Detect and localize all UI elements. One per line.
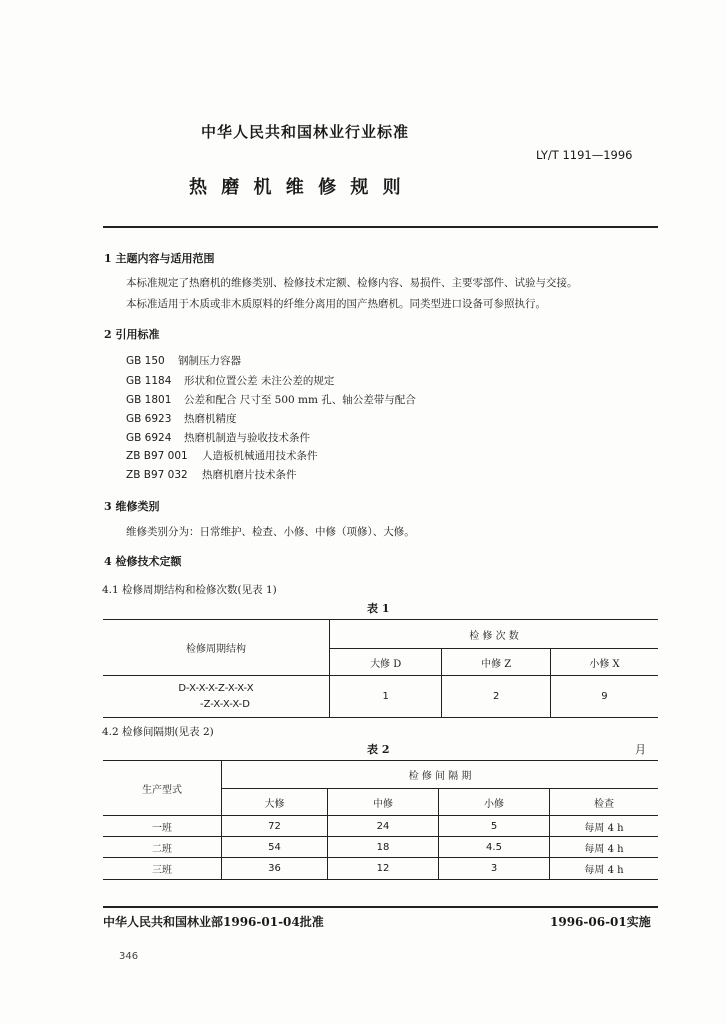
table-2-row-label: 三班 <box>103 858 222 880</box>
effective-date: 1996-06-01实施 <box>550 915 651 929</box>
header-rule <box>103 226 658 228</box>
table-2-cell: 12 <box>328 858 439 880</box>
table-2-cell: 5 <box>439 816 550 837</box>
document-title: 热 磨 机 维 修 规 则 <box>189 177 401 198</box>
table-row <box>103 676 658 718</box>
table-2-col-header: 小修 <box>439 789 550 816</box>
table-2 <box>103 760 658 880</box>
table-2-group-header: 检 修 间 隔 期 <box>222 761 659 789</box>
table-2-cell: 3 <box>439 858 550 880</box>
table-1-col-header-structure: 检修周期结构 <box>103 620 330 676</box>
table-2-col-header: 检查 <box>550 789 659 816</box>
table-row <box>103 858 658 880</box>
table-1-cycle-cell: D-X-X-X-Z-X-X-X -Z-X-X-X-D <box>103 676 330 718</box>
table-row <box>103 837 658 858</box>
table-2-cell: 每周 4 h <box>550 837 659 858</box>
page-number: 346 <box>119 951 139 962</box>
table-1-cell: 1 <box>330 676 442 718</box>
table-2-row-label: 一班 <box>103 816 222 837</box>
section-1-paragraph-1: 本标准规定了热磨机的维修类别、检修技术定额、检修内容、易损件、主要零部件、试验与交接。 <box>126 277 578 289</box>
table-2-row-label: 二班 <box>103 837 222 858</box>
org-title: 中华人民共和国林业行业标准 <box>201 123 410 141</box>
table-2-cell: 24 <box>328 816 439 837</box>
standard-code: LY/T 1191—1996 <box>536 148 633 162</box>
table-2-col-header: 大修 <box>222 789 328 816</box>
table-2-col-header: 中修 <box>328 789 439 816</box>
footer-rule <box>103 906 658 908</box>
reference-item: ZB B97 001 人造板机械通用技术条件 <box>126 450 318 462</box>
table-1-group-header: 检 修 次 数 <box>330 620 659 649</box>
table-2-cell: 4.5 <box>439 837 550 858</box>
table-2-caption: 表 2 <box>367 743 390 756</box>
table-1-col-header-x: 小修 X <box>550 649 658 676</box>
section-2-heading: 2 引用标准 <box>104 328 160 341</box>
table-row <box>103 816 658 837</box>
table-2-cell: 36 <box>222 858 328 880</box>
subsection-4-1-heading: 4.1 检修周期结构和检修次数(见表 1) <box>102 584 277 596</box>
section-3-heading: 3 维修类别 <box>104 500 160 513</box>
table-2-cell: 54 <box>222 837 328 858</box>
table-2-col-header-type: 生产型式 <box>103 761 222 816</box>
reference-item: GB 6924 热磨机制造与验收技术条件 <box>126 432 310 444</box>
section-1-paragraph-2: 本标准适用于木质或非木质原料的纤维分离用的国产热磨机。同类型进口设备可参照执行。 <box>126 298 546 310</box>
table-1 <box>103 619 658 718</box>
section-1-heading: 1 主题内容与适用范围 <box>104 252 215 265</box>
reference-item: GB 6923 热磨机精度 <box>126 413 237 425</box>
reference-item: ZB B97 032 热磨机磨片技术条件 <box>126 469 297 481</box>
table-2-cell: 18 <box>328 837 439 858</box>
reference-item: GB 1801 公差和配合 尺寸至 500 mm 孔、轴公差带与配合 <box>126 394 416 406</box>
approval-line: 中华人民共和国林业部1996-01-04批准 <box>103 915 324 929</box>
table-2-unit: 月 <box>635 743 646 756</box>
table-1-cell: 2 <box>442 676 551 718</box>
table-1-caption: 表 1 <box>367 602 390 615</box>
table-2-cell: 每周 4 h <box>550 816 659 837</box>
reference-item: GB 1184 形状和位置公差 未注公差的规定 <box>126 375 335 387</box>
section-4-heading: 4 检修技术定额 <box>104 555 182 568</box>
table-2-cell: 每周 4 h <box>550 858 659 880</box>
section-3-paragraph: 维修类别分为：日常维护、检查、小修、中修（项修）、大修。 <box>126 526 415 538</box>
table-1-col-header-d: 大修 D <box>330 649 442 676</box>
reference-item: GB 150 钢制压力容器 <box>126 355 241 367</box>
subsection-4-2-heading: 4.2 检修间隔期(见表 2) <box>102 726 214 738</box>
table-1-cell: 9 <box>550 676 658 718</box>
table-2-cell: 72 <box>222 816 328 837</box>
table-1-col-header-z: 中修 Z <box>442 649 551 676</box>
